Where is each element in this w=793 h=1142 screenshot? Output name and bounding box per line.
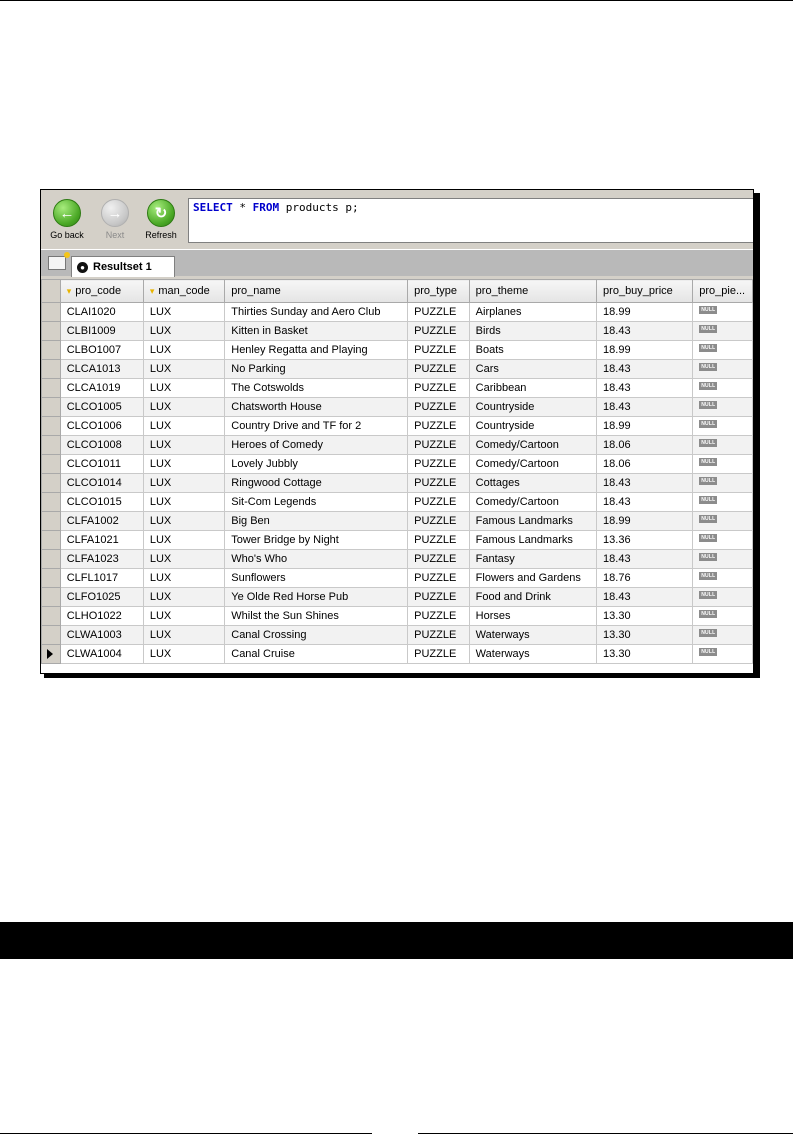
cell-pro-code[interactable]: CLAI1020 [60,303,143,322]
cell-pro-type[interactable]: PUZZLE [408,645,470,664]
column-header-pro-pie[interactable] [693,280,753,303]
cell-pro-name[interactable]: Ringwood Cottage [225,474,408,493]
cell-pro-buy-price[interactable]: 18.99 [597,417,693,436]
cell-pro-code[interactable]: CLBO1007 [60,341,143,360]
cell-man-code[interactable]: LUX [143,436,224,455]
table-row[interactable] [42,436,753,455]
cell-pro-type[interactable]: PUZZLE [408,341,470,360]
null-badge: NULL [701,497,716,503]
new-tab-icon[interactable] [48,256,66,270]
cell-pro-buy-price[interactable]: 18.43 [597,550,693,569]
cell-pro-name[interactable]: No Parking [225,360,408,379]
cell-pro-name[interactable]: Country Drive and TF for 2 [225,417,408,436]
cell-pro-buy-price[interactable]: 18.06 [597,436,693,455]
row-indicator[interactable] [42,417,61,436]
null-badge: NULL [701,345,716,351]
cell-pro-theme[interactable]: Airplanes [469,303,596,322]
cell-pro-buy-price[interactable]: 18.43 [597,493,693,512]
cell-pro-type[interactable]: PUZZLE [408,436,470,455]
null-badge: NULL [701,402,716,408]
cell-pro-type[interactable]: PUZZLE [408,360,470,379]
column-header-label: pro_buy_price [603,285,673,297]
cell-pro-buy-price[interactable]: 18.99 [597,303,693,322]
cell-man-code[interactable]: LUX [143,322,224,341]
current-row-arrow-icon [47,649,53,659]
cell-pro-name[interactable]: Whilst the Sun Shines [225,607,408,626]
resultset-icon: ● [77,262,88,273]
cell-man-code[interactable]: LUX [143,474,224,493]
cell-pro-name[interactable]: Ye Olde Red Horse Pub [225,588,408,607]
cell-pro-name[interactable]: Lovely Jubbly [225,455,408,474]
table-row[interactable] [42,588,753,607]
cell-pro-name[interactable]: Canal Crossing [225,626,408,645]
table-row[interactable] [42,626,753,645]
cell-pro-buy-price[interactable]: 18.99 [597,512,693,531]
cell-pro-theme[interactable]: Cars [469,360,596,379]
column-header-pro-theme[interactable] [469,280,596,303]
cell-pro-type[interactable]: PUZZLE [408,607,470,626]
table-row[interactable] [42,512,753,531]
key-icon: ▾ [66,286,72,296]
cell-pro-pieces[interactable] [693,398,753,417]
cell-pro-name[interactable]: Who's Who [225,550,408,569]
null-badge: NULL [701,573,716,579]
cell-pro-type[interactable]: PUZZLE [408,550,470,569]
cell-pro-pieces[interactable] [693,588,753,607]
null-badge: NULL [701,421,716,427]
cell-pro-theme[interactable]: Caribbean [469,379,596,398]
table-row[interactable] [42,379,753,398]
cell-pro-name[interactable]: The Cotswolds [225,379,408,398]
column-header-pro-buy-price[interactable] [597,280,693,303]
cell-pro-theme[interactable]: Famous Landmarks [469,531,596,550]
cell-pro-theme[interactable]: Food and Drink [469,588,596,607]
sql-query-editor[interactable] [188,198,754,243]
cell-pro-type[interactable]: PUZZLE [408,474,470,493]
cell-pro-name[interactable]: Thirties Sunday and Aero Club [225,303,408,322]
cell-pro-code[interactable]: CLBI1009 [60,322,143,341]
cell-pro-theme[interactable]: Boats [469,341,596,360]
table-row[interactable] [42,550,753,569]
cell-pro-theme[interactable]: Birds [469,322,596,341]
cell-pro-pieces[interactable] [693,645,753,664]
cell-pro-pieces[interactable] [693,303,753,322]
sql-keyword-select: SELECT [193,201,233,214]
cell-pro-code[interactable]: CLFA1002 [60,512,143,531]
cell-pro-code[interactable]: CLCO1005 [60,398,143,417]
cell-pro-code[interactable]: CLHO1022 [60,607,143,626]
cell-pro-type[interactable]: PUZZLE [408,379,470,398]
cell-man-code[interactable]: LUX [143,550,224,569]
arrow-left-icon: ← [53,199,81,227]
cell-pro-type[interactable]: PUZZLE [408,569,470,588]
cell-pro-buy-price[interactable]: 18.99 [597,341,693,360]
column-header-label: pro_type [414,285,457,297]
cell-pro-pieces[interactable] [693,379,753,398]
null-badge: NULL [701,326,716,332]
cell-pro-type[interactable]: PUZZLE [408,626,470,645]
cell-pro-pieces[interactable] [693,493,753,512]
cell-pro-buy-price[interactable]: 13.30 [597,626,693,645]
row-indicator[interactable] [42,493,61,512]
cell-pro-theme[interactable]: Famous Landmarks [469,512,596,531]
cell-man-code[interactable]: LUX [143,569,224,588]
cell-man-code[interactable]: LUX [143,531,224,550]
cell-pro-pieces[interactable] [693,436,753,455]
cell-pro-theme[interactable]: Flowers and Gardens [469,569,596,588]
cell-pro-code[interactable]: CLCO1011 [60,455,143,474]
sql-star: * [232,201,253,214]
cell-pro-code[interactable]: CLCO1014 [60,474,143,493]
cell-pro-name[interactable]: Sunflowers [225,569,408,588]
cell-pro-buy-price[interactable]: 13.30 [597,607,693,626]
sql-keyword-from: FROM [252,201,280,214]
cell-pro-buy-price[interactable]: 18.43 [597,379,693,398]
row-indicator[interactable] [42,322,61,341]
cell-pro-theme[interactable]: Countryside [469,417,596,436]
row-indicator[interactable] [42,626,61,645]
cell-pro-name[interactable]: Henley Regatta and Playing [225,341,408,360]
cell-man-code[interactable]: LUX [143,341,224,360]
cell-pro-type[interactable]: PUZZLE [408,417,470,436]
cell-pro-code[interactable]: CLCA1013 [60,360,143,379]
tab-label: Resultset 1 [93,261,152,273]
cell-pro-pieces[interactable] [693,474,753,493]
query-browser-window [40,189,754,674]
cell-pro-pieces[interactable] [693,569,753,588]
cell-pro-code[interactable]: CLFA1023 [60,550,143,569]
cell-pro-name[interactable]: Big Ben [225,512,408,531]
cell-pro-pieces[interactable] [693,607,753,626]
result-table [41,279,753,664]
cell-pro-code[interactable]: CLCO1006 [60,417,143,436]
row-indicator[interactable] [42,474,61,493]
null-badge: NULL [701,592,716,598]
null-badge: NULL [701,630,716,636]
table-row[interactable] [42,303,753,322]
page-top-rule [0,0,793,1]
cell-pro-code[interactable]: CLCA1019 [60,379,143,398]
key-icon: ▾ [149,286,155,296]
cell-pro-buy-price[interactable]: 18.43 [597,322,693,341]
null-badge: NULL [701,459,716,465]
cell-pro-theme[interactable]: Comedy/Cartoon [469,436,596,455]
cell-man-code[interactable]: LUX [143,417,224,436]
cell-pro-pieces[interactable] [693,531,753,550]
cell-pro-pieces[interactable] [693,360,753,379]
null-badge: NULL [701,478,716,484]
cell-pro-name[interactable]: Sit-Com Legends [225,493,408,512]
cell-pro-type[interactable]: PUZZLE [408,455,470,474]
row-indicator-header [42,280,61,303]
refresh-icon: ↻ [147,199,175,227]
table-row[interactable] [42,322,753,341]
null-badge: NULL [701,516,716,522]
null-badge: NULL [701,364,716,370]
refresh-button[interactable] [139,199,183,240]
null-badge: NULL [701,383,716,389]
toolbar [41,190,753,247]
cell-pro-buy-price[interactable]: 18.43 [597,360,693,379]
cell-pro-buy-price[interactable]: 18.06 [597,455,693,474]
column-header-label: pro_name [231,285,281,297]
cell-man-code[interactable]: LUX [143,379,224,398]
cell-man-code[interactable]: LUX [143,493,224,512]
cell-pro-code[interactable]: CLCO1015 [60,493,143,512]
cell-man-code[interactable]: LUX [143,588,224,607]
row-indicator[interactable] [42,588,61,607]
cell-man-code[interactable]: LUX [143,360,224,379]
cell-man-code[interactable]: LUX [143,398,224,417]
cell-pro-theme[interactable]: Countryside [469,398,596,417]
column-header-label: pro_code [75,285,122,297]
cell-pro-pieces[interactable] [693,455,753,474]
cell-pro-type[interactable]: PUZZLE [408,303,470,322]
cell-pro-name[interactable]: Canal Cruise [225,645,408,664]
table-row[interactable] [42,474,753,493]
column-header-label: pro_pie... [699,285,746,297]
table-row[interactable] [42,360,753,379]
column-header-pro-name[interactable] [225,280,408,303]
cell-pro-name[interactable]: Tower Bridge by Night [225,531,408,550]
cell-pro-name[interactable]: Kitten in Basket [225,322,408,341]
cell-pro-theme[interactable]: Comedy/Cartoon [469,455,596,474]
cell-pro-pieces[interactable] [693,417,753,436]
table-row[interactable] [42,417,753,436]
cell-pro-buy-price[interactable]: 13.30 [597,645,693,664]
cell-pro-pieces[interactable] [693,512,753,531]
null-badge: NULL [701,611,716,617]
row-indicator[interactable] [42,569,61,588]
refresh-label: Refresh [145,230,177,240]
cell-pro-code[interactable]: CLWA1004 [60,645,143,664]
cell-pro-theme[interactable]: Waterways [469,626,596,645]
null-badge: NULL [701,649,716,655]
cell-pro-type[interactable]: PUZZLE [408,588,470,607]
cell-pro-type[interactable]: PUZZLE [408,531,470,550]
cell-man-code[interactable]: LUX [143,607,224,626]
row-indicator[interactable] [42,455,61,474]
sql-rest: products p; [279,201,359,214]
next-label: Next [105,230,125,240]
arrow-right-icon: → [101,199,129,227]
cell-pro-buy-price[interactable]: 18.76 [597,569,693,588]
cell-pro-code[interactable]: CLFL1017 [60,569,143,588]
column-header-pro-type[interactable] [408,280,470,303]
cell-pro-type[interactable]: PUZZLE [408,493,470,512]
table-row[interactable] [42,607,753,626]
table-row[interactable] [42,341,753,360]
row-indicator[interactable] [42,645,61,664]
null-badge: NULL [701,440,716,446]
row-indicator[interactable] [42,398,61,417]
table-row[interactable] [42,645,753,664]
cell-pro-pieces[interactable] [693,626,753,645]
table-row[interactable] [42,531,753,550]
cell-pro-buy-price[interactable]: 18.43 [597,474,693,493]
footer-rule-left [0,1133,372,1134]
cell-man-code[interactable]: LUX [143,512,224,531]
cell-pro-theme[interactable]: Horses [469,607,596,626]
section-black-bar [0,922,793,959]
table-row[interactable] [42,493,753,512]
cell-pro-code[interactable]: CLCO1008 [60,436,143,455]
cell-man-code[interactable]: LUX [143,455,224,474]
cell-pro-buy-price[interactable]: 18.43 [597,398,693,417]
go-back-button[interactable] [45,199,89,240]
resultset-tab-strip [41,249,753,276]
cell-pro-pieces[interactable] [693,341,753,360]
cell-pro-type[interactable]: PUZZLE [408,512,470,531]
row-indicator[interactable] [42,360,61,379]
cell-pro-name[interactable]: Chatsworth House [225,398,408,417]
cell-pro-code[interactable]: CLFA1021 [60,531,143,550]
column-header-man-code[interactable] [143,280,224,303]
null-badge: NULL [701,535,716,541]
table-row[interactable] [42,398,753,417]
next-button[interactable] [93,199,137,240]
cell-pro-type[interactable]: PUZZLE [408,398,470,417]
cell-pro-theme[interactable]: Cottages [469,474,596,493]
cell-pro-buy-price[interactable]: 13.36 [597,531,693,550]
row-indicator[interactable] [42,531,61,550]
row-indicator[interactable] [42,512,61,531]
table-row[interactable] [42,569,753,588]
cell-man-code[interactable]: LUX [143,626,224,645]
cell-pro-buy-price[interactable]: 18.43 [597,588,693,607]
row-indicator[interactable] [42,341,61,360]
cell-pro-code[interactable]: CLFO1025 [60,588,143,607]
row-indicator[interactable] [42,607,61,626]
cell-pro-name[interactable]: Heroes of Comedy [225,436,408,455]
cell-pro-theme[interactable]: Waterways [469,645,596,664]
tab-resultset-1[interactable] [71,256,175,277]
cell-pro-theme[interactable]: Fantasy [469,550,596,569]
cell-pro-code[interactable]: CLWA1003 [60,626,143,645]
cell-pro-pieces[interactable] [693,550,753,569]
column-header-pro-code[interactable] [60,280,143,303]
column-header-label: pro_theme [475,285,529,297]
cell-man-code[interactable]: LUX [143,645,224,664]
row-indicator[interactable] [42,303,61,322]
cell-man-code[interactable]: LUX [143,303,224,322]
cell-pro-type[interactable]: PUZZLE [408,322,470,341]
row-indicator[interactable] [42,436,61,455]
result-grid [41,279,753,673]
grid-header-row [42,280,753,303]
cell-pro-theme[interactable]: Comedy/Cartoon [469,493,596,512]
null-badge: NULL [701,307,716,313]
table-row[interactable] [42,455,753,474]
cell-pro-pieces[interactable] [693,322,753,341]
null-badge: NULL [701,554,716,560]
column-header-label: man_code [158,285,210,297]
row-indicator[interactable] [42,550,61,569]
footer-rule-right [418,1133,793,1134]
row-indicator[interactable] [42,379,61,398]
go-back-label: Go back [50,230,84,240]
